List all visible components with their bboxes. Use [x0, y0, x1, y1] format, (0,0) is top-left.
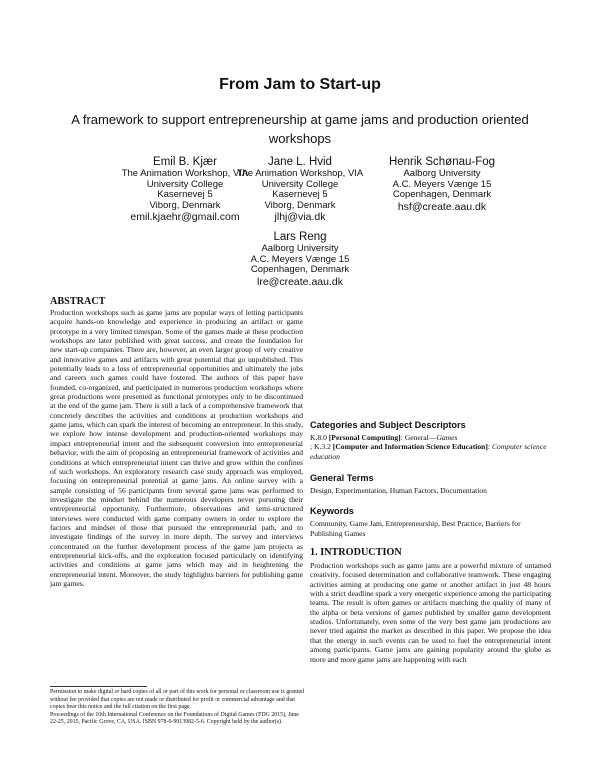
abstract-continuation-frame [310, 302, 551, 414]
author-name: Emil B. Kjær [153, 156, 217, 168]
paper-subtitle: A framework to support entrepreneurship at game jams and production oriented workshops [71, 112, 529, 146]
category-separator: : [487, 442, 491, 452]
category-descriptor: Games [436, 433, 458, 442]
author-affiliation-line: Copenhagen, Denmark [250, 264, 350, 275]
footnote-rule [50, 686, 147, 687]
general-terms-text: Design, Experimentation, Human Factors, Documentation [310, 486, 487, 496]
category-name: [Computer and Information Science Education] [332, 442, 488, 452]
paper-title: From Jam to Start-up [219, 76, 381, 93]
author-affiliation-line: Kasernevej 5 [157, 189, 213, 200]
proceedings-statement: Proceedings of the 10th International Conference on the Foundations of Digital Games (FDG 2015), June 22-25, 2015, Pacific Grove, CA, USA. ISBN 978-0-9913982-5-6. Copyright held by the author(s). [50, 711, 299, 726]
author-affiliation-line: Copenhagen, Denmark [392, 189, 492, 200]
author-email[interactable]: hsf@create.aau.dk [397, 200, 487, 213]
author-affiliation-line: A.C. Meyers Vænge 15 [250, 253, 350, 265]
categories-heading: Categories and Subject Descriptors [310, 420, 466, 430]
author-affiliation-line: The Animation Workshop, VIA [236, 168, 364, 179]
categories-text [310, 433, 551, 461]
right-column [310, 302, 551, 664]
author-email[interactable]: jlhj@via.dk [274, 211, 326, 223]
category-descriptor: Computer science education [310, 442, 547, 461]
author-name: Jane L. Hvid [268, 156, 332, 168]
author-affiliation-line: University College [261, 178, 339, 190]
author-block [210, 230, 390, 289]
abstract-heading: ABSTRACT [50, 296, 106, 307]
author-affiliation-line: A.C. Meyers Vænge 15 [392, 178, 492, 190]
author-affiliation-line: Aalborg University [261, 243, 339, 254]
introduction-body: Production workshops such as game jams are a powerful mixture of untamed creativity, focused determination and collaborative teamwork. These engaging activities aiming at producing one game or another artifact in just 48 hours with a strict deadline spark a very energetic experience among the participating teams. The result is often games or artifacts matching the quality of many of the alpha or beta versions of games published by smaller game development studios. Unfortunately, even some of the very best game jam productions are never tried against the market as described in this paper. We propose the idea that the energy in such events can be used to fuel the entrepreneurial intent among participants. Game jams are gaining popularity around the globe as more and more game jams are happening with each [310, 561, 551, 664]
author-affiliation-line: Aalborg University [403, 168, 481, 179]
introduction-heading: 1. INTRODUCTION [310, 547, 402, 559]
abstract-body-frame [50, 308, 303, 654]
general-terms-heading: General Terms [310, 473, 374, 484]
category-name: [Personal Computing] [328, 433, 401, 442]
author-affiliation-line: University College [146, 178, 224, 190]
category-code: K.8.0 [310, 433, 327, 442]
keywords-text: Community, Game Jam, Entrepreneurship, Best Practice, Barriers for Publishing Games [310, 519, 521, 538]
author-affiliation-line: Kasernevej 5 [272, 189, 328, 200]
category-separator: : General— [400, 433, 437, 442]
author-affiliation-line: Viborg, Denmark [149, 199, 221, 211]
author-affiliation-line: The Animation Workshop, VIA [121, 168, 249, 179]
permission-statement: Permission to make digital or hard copies of all or part of this work for personal or classroom use is granted without fee provided that copies are not made or distributed for profit or commercial advantage and that copies bear this notice and the full citation on the first page. [50, 689, 304, 711]
abstract-body: Production workshops such as game jams are popular ways of letting participants acquire hands-on knowledge and experience in producing an artifact or game prototype in a very limited timespan. Some of the games made at these production workshops are later published with great success, and create the foundation for new start-up companies. There are, however, an even larger group of very creative and innovative games and artifacts with great potential that go unpublished. This potentially leads to a loss of entrepreneurial opportunities and ultimately the jobs and careers such games could have fostered. The authors of this paper have founded, co-organized, and participated in numerous production workshops where great productions were presented as functional prototypes only to be discontinued at the end of the game jam. There is still a lack of a comprehensive framework that concretely describes the activities and conditions at production workshops and game jams, which can spark the interest of becoming an entrepreneur. In this study, we explore how intense development and production-oriented workshops may impact entrepreneurial intent and the subsequent conversion into entrepreneurial behavior, with the aim of proposing an entrepreneurial framework of activities and conditions at which entrepreneurial intent can thrive and grow within the confines of such workshops. An exploratory research case study approach was employed, focusing on entrepreneurial potential at game jams. An online survey with a sample consisting of 56 participants from several game jams was performed to investigate the mindset behind the numerous developers never pursuing their entrepreneurial opportunity. Furthermore, observations and semi-structured interviews were conducted with game company owners in order to explore the factors and mindset of those that pursued the entrepreneurial path, and to investigate findings of the survey in more depth. The survey and interviews concentrated on the further development process of the game jam projects as entrepreneurial kick-offs, and the exploration focused particularly on identifying activities and conditions at game jams which may aid in heightening the entrepreneurial intent. Moreover, the study highlights barriers for publishing game jam games. [50, 308, 303, 588]
author-email[interactable]: lre@create.aau.dk [257, 275, 343, 288]
author-affiliation-line: Viborg, Denmark [264, 199, 336, 211]
author-name: Lars Reng [273, 231, 327, 243]
author-name: Henrik Schønau-Fog [388, 156, 496, 168]
author-block [352, 155, 532, 214]
category-code: ; K.3.2 [310, 442, 331, 452]
permission-block [50, 689, 305, 727]
left-column [50, 296, 303, 654]
author-email[interactable]: emil.kjaehr@gmail.com [130, 211, 240, 223]
keywords-heading: Keywords [310, 506, 354, 517]
